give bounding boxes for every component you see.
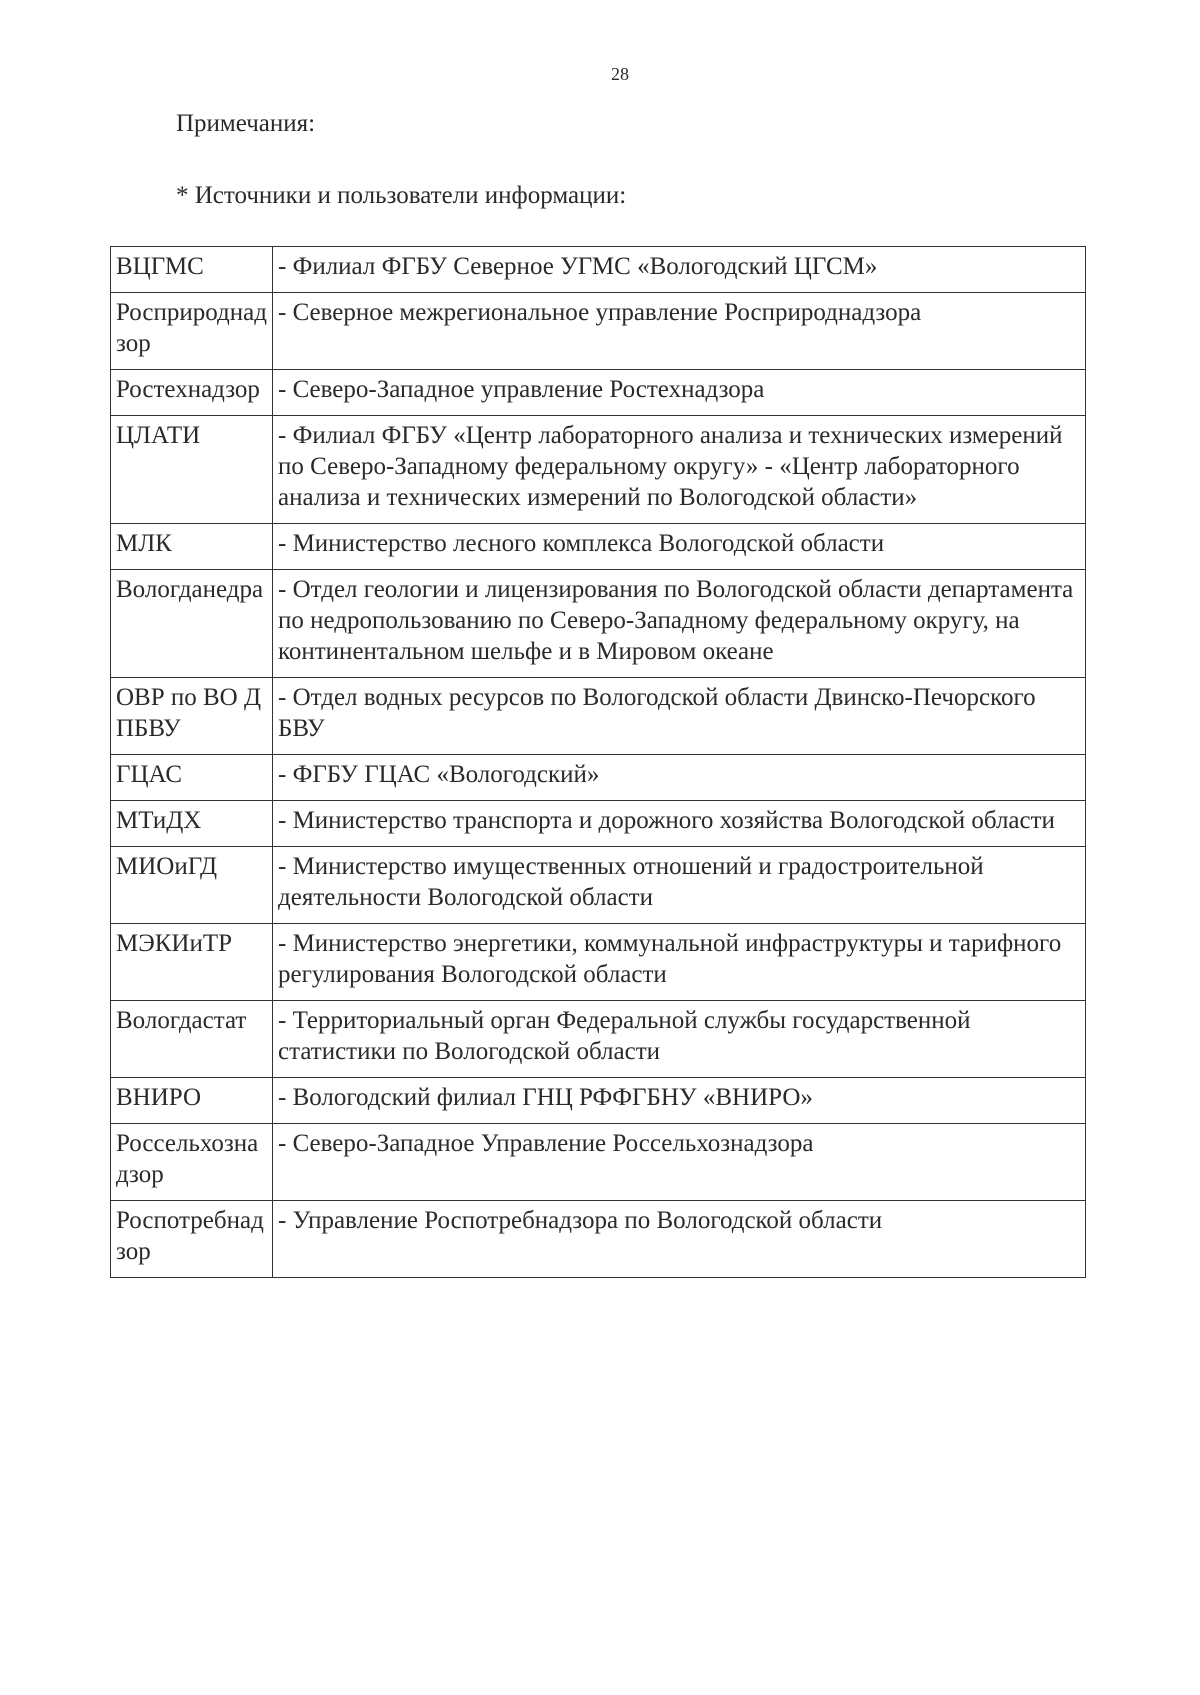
table-row: [111, 370, 1086, 416]
description-cell: - Управление Роспотребнадзора по Вологодской области: [273, 1201, 1086, 1278]
abbreviation-cell: Ростехнадзор: [111, 370, 273, 416]
description-cell: - Министерство энергетики, коммунальной инфраструктуры и тарифного регулирования Вологодской области: [273, 924, 1086, 1001]
table-row: [111, 1201, 1086, 1278]
sources-heading: * Источники и пользователи информации:: [176, 182, 627, 209]
abbreviation-cell: МИОиГД: [111, 847, 273, 924]
description-cell: - Министерство лесного комплекса Вологодской области: [273, 524, 1086, 570]
description-cell: - Вологодский филиал ГНЦ РФФГБНУ «ВНИРО»: [273, 1078, 1086, 1124]
abbreviation-cell: МЭКИиТР: [111, 924, 273, 1001]
description-cell: - Министерство имущественных отношений и градостроительной деятельности Вологодской области: [273, 847, 1086, 924]
table-row: [111, 416, 1086, 524]
description-cell: - Отдел водных ресурсов по Вологодской области Двинско-Печорского БВУ: [273, 678, 1086, 755]
abbreviation-cell: МЛК: [111, 524, 273, 570]
description-cell: - ФГБУ ГЦАС «Вологодский»: [273, 755, 1086, 801]
table-row: [111, 801, 1086, 847]
table-row: [111, 524, 1086, 570]
abbreviation-cell: Росприроднадзор: [111, 293, 273, 370]
page-number: 28: [611, 64, 629, 84]
description-cell: - Северное межрегиональное управление Росприроднадзора: [273, 293, 1086, 370]
description-cell: - Отдел геологии и лицензирования по Вологодской области департамента по недропользованию по Северо-Западному федеральному округу, на континентальном шельфе и в Мировом океане: [273, 570, 1086, 678]
abbreviation-cell: ЦЛАТИ: [111, 416, 273, 524]
description-cell: - Северо-Западное Управление Россельхознадзора: [273, 1124, 1086, 1201]
table-row: [111, 247, 1086, 293]
description-cell: - Северо-Западное управление Ростехнадзора: [273, 370, 1086, 416]
table-row: [111, 847, 1086, 924]
abbreviation-cell: ВЦГМС: [111, 247, 273, 293]
abbreviation-cell: ГЦАС: [111, 755, 273, 801]
abbreviation-cell: ВНИРО: [111, 1078, 273, 1124]
abbreviation-cell: МТиДХ: [111, 801, 273, 847]
table-row: [111, 570, 1086, 678]
table-row: [111, 1001, 1086, 1078]
description-cell: - Филиал ФГБУ Северное УГМС «Вологодский ЦГСМ»: [273, 247, 1086, 293]
abbreviation-cell: Вологданедра: [111, 570, 273, 678]
abbreviations-table: [110, 246, 1086, 1278]
abbreviation-cell: Роспотребнадзор: [111, 1201, 273, 1278]
table-row: [111, 293, 1086, 370]
table-row: [111, 924, 1086, 1001]
description-cell: - Министерство транспорта и дорожного хозяйства Вологодской области: [273, 801, 1086, 847]
abbreviation-cell: Россельхознадзор: [111, 1124, 273, 1201]
abbreviation-cell: Вологдастат: [111, 1001, 273, 1078]
table-row: [111, 1078, 1086, 1124]
table-row: [111, 678, 1086, 755]
description-cell: - Территориальный орган Федеральной службы государственной статистики по Вологодской области: [273, 1001, 1086, 1078]
table-row: [111, 1124, 1086, 1201]
description-cell: - Филиал ФГБУ «Центр лабораторного анализа и технических измерений по Северо-Западному федеральному округу» - «Центр лабораторного анализа и технических измерений по Вологодской области»: [273, 416, 1086, 524]
table-row: [111, 755, 1086, 801]
notes-heading: Примечания:: [176, 110, 316, 137]
abbreviation-cell: ОВР по ВО ДПБВУ: [111, 678, 273, 755]
